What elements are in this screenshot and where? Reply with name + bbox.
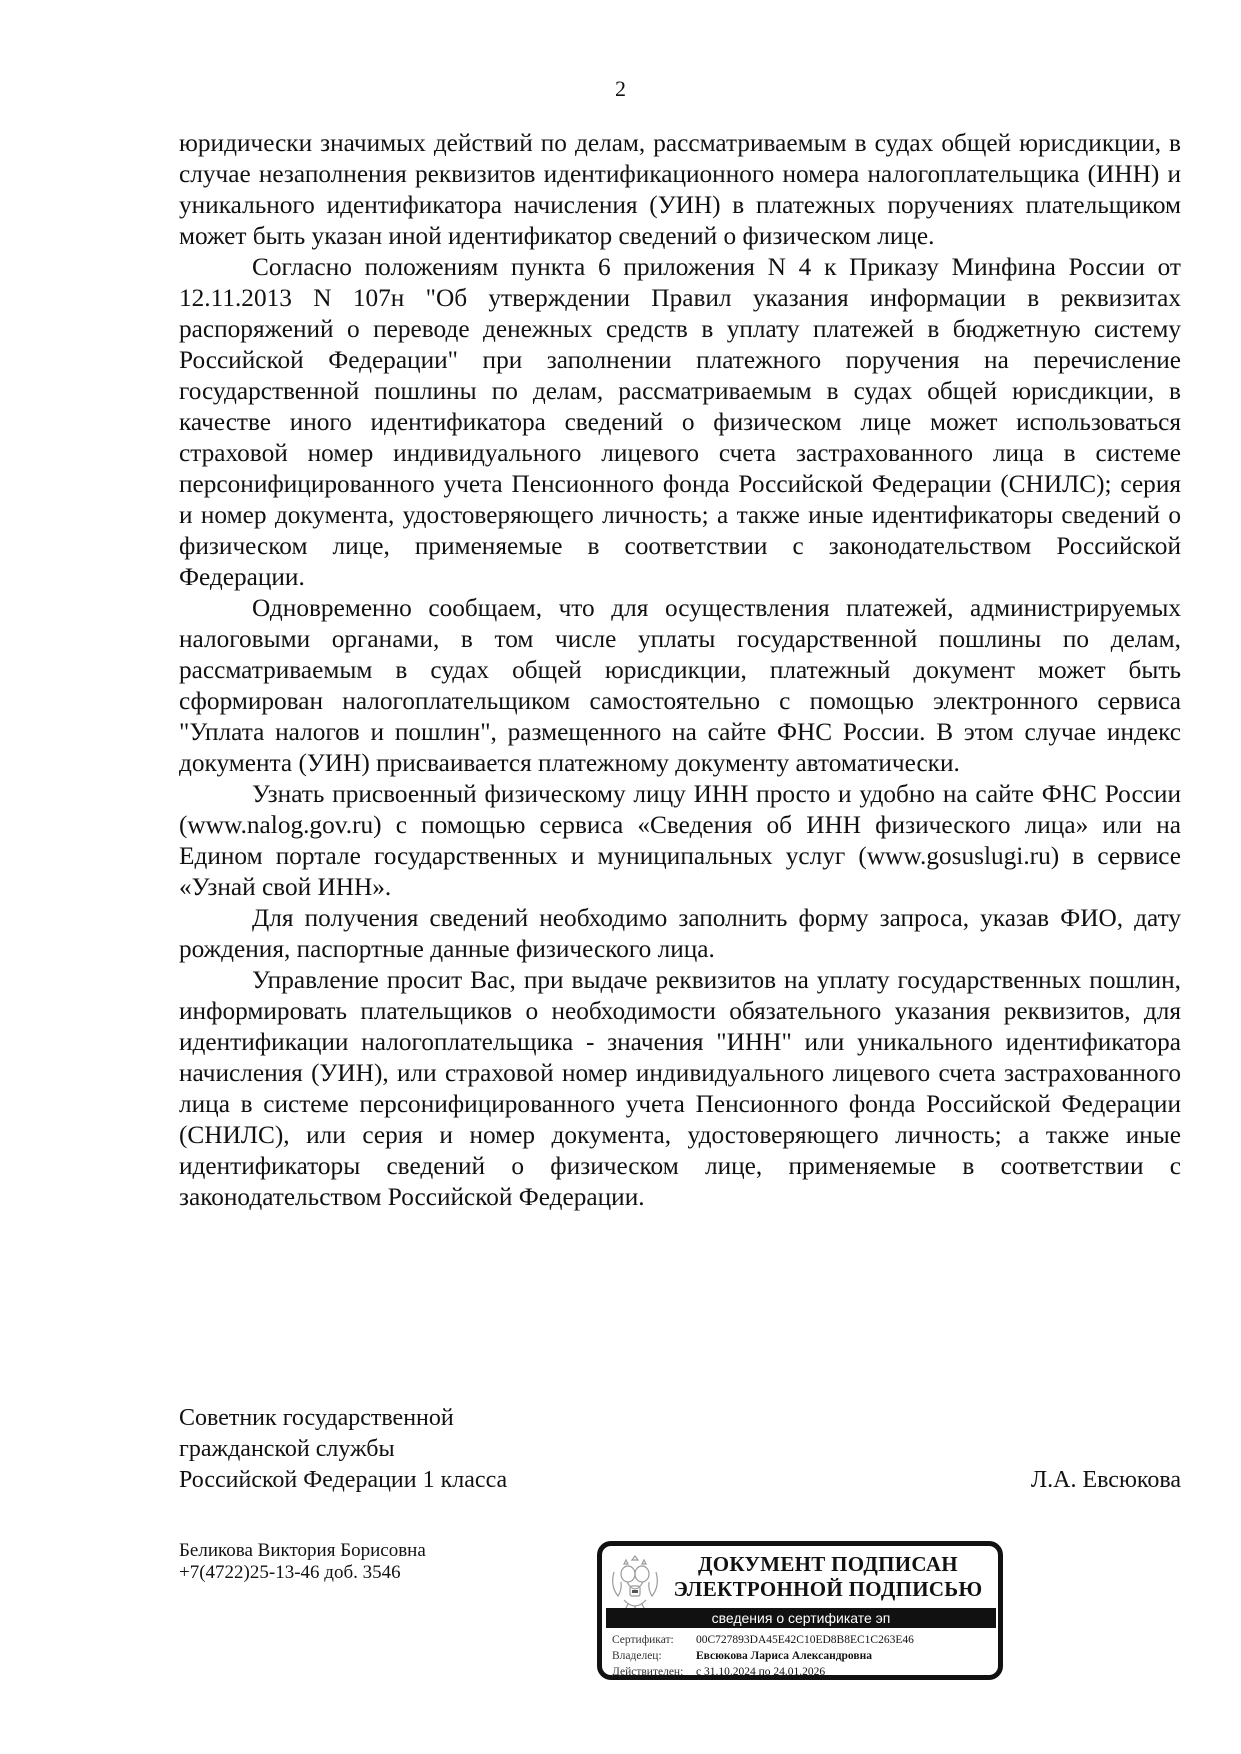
paragraph: Согласно положениям пункта 6 приложения N 4 к Приказу Минфина России от 12.11.2013 N 107н "Об утверждении Правил указания информации в реквизитах распоряжений о переводе денежных средств в уплату платежей в бюджетную систему Российской Федерации" при заполнении платежного поручения на перечисление государственной пошлины по делам, рассматриваемым в судах общей юрисдикции, в качестве иного идентификатора сведений о физическом лице может использоваться страховой номер индивидуального лицевого счета застрахованного лица в системе персонифицированного учета Пенсионного фонда Российской Федерации (СНИЛС); серия и номер документа, удостоверяющего личность; а также иные идентификаторы сведений о физическом лице, применяемые в соответствии с законодательством Российской Федерации. <box>179 253 1181 591</box>
paragraph: Одновременно сообщаем, что для осуществления платежей, администрируемых налоговыми органами, в том числе уплаты государственной пошлины по делам, рассматриваемым в судах общей юрисдикции, платежный документ может быть сформирован налогоплательщиком самостоятельно с помощью электронного сервиса "Уплата налогов и пошлин", размещенного на сайте ФНС России. В этом случае индекс документа (УИН) присваивается платежному документу автоматически. <box>179 594 1181 777</box>
signatory-position-line: Российской Федерации 1 класса <box>179 1467 508 1493</box>
executor-name: Беликова Виктория Борисовна <box>179 1540 426 1561</box>
signatory-position-line: гражданской службы <box>179 1436 395 1462</box>
paragraph: Узнать присвоенный физическому лицу ИНН просто и удобно на сайте ФНС России (www.nalog.gov.ru) с помощью сервиса «Сведения об ИНН физического лица» или на Едином портале государственных и муниципальных услуг (www.gosuslugi.ru) в сервисе «Узнай свой ИНН». <box>179 780 1181 901</box>
certificate-details <box>612 1632 992 1680</box>
owner-row <box>612 1648 992 1664</box>
owner-value: Евсюкова Лариса Александровна <box>696 1650 872 1662</box>
certificate-value: 00C727893DA45E42C10ED8B8EC1C263E46 <box>696 1634 914 1646</box>
certificate-label: Сертификат: <box>612 1634 674 1646</box>
validity-label: Действителен: <box>612 1666 684 1678</box>
page-number: 2 <box>615 76 626 101</box>
certificate-info-bar: сведения о сертификате эп <box>606 1608 996 1628</box>
stamp-title-line: ДОКУМЕНТ ПОДПИСАН <box>698 1552 958 1576</box>
signatory-position-line: Советник государственной <box>179 1405 454 1431</box>
paragraph: юридически значимых действий по делам, рассматриваемым в судах общей юрисдикции, в случае незаполнения реквизитов идентификационного номера налогоплательщика (ИНН) и уникального идентификатора начисления (УИН) в платежных поручениях плательщиком может быть указан иной идентификатор сведений о физическом лице. <box>179 129 1181 250</box>
executor-phone: +7(4722)25-13-46 доб. 3546 <box>179 1562 401 1583</box>
signature-block <box>179 1403 1181 1496</box>
executor-info <box>179 1540 426 1584</box>
validity-value: с 31.10.2024 по 24.01.2026 <box>696 1666 826 1678</box>
stamp-title-line: ЭЛЕКТРОННОЙ ПОДПИСЬЮ <box>673 1577 983 1601</box>
owner-label: Владелец: <box>612 1650 662 1662</box>
validity-row <box>612 1664 992 1680</box>
e-signature-stamp <box>597 1541 1003 1680</box>
signatory-name: Л.А. Евсюкова <box>1030 1467 1181 1493</box>
certificate-row <box>612 1632 992 1648</box>
stamp-title <box>662 1552 994 1602</box>
paragraph: Для получения сведений необходимо заполнить форму запроса, указав ФИО, дату рождения, паспортные данные физического лица. <box>179 904 1181 963</box>
letter-body <box>179 128 1181 1213</box>
paragraph: Управление просит Вас, при выдаче реквизитов на уплату государственных пошлин, информировать плательщиков о необходимости обязательного указания реквизитов, для идентификации налогоплательщика - значения "ИНН" или уникального идентификатора начисления (УИН), или страховой номер индивидуального лицевого счета застрахованного лица в системе персонифицированного учета Пенсионного фонда Российской Федерации (СНИЛС), или серия и номер документа, удостоверяющего личность; а также иные идентификаторы сведений о физическом лице, применяемые в соответствии с законодательством Российской Федерации. <box>179 966 1181 1211</box>
